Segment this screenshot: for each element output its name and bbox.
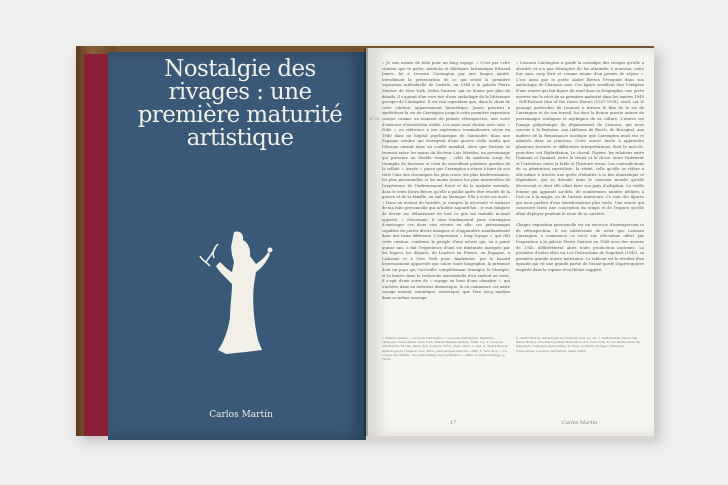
running-head: Carlos Martín [562, 420, 598, 426]
page-number: 17 [450, 420, 457, 426]
column-2-text-after: Chaque exposition personnelle est un exercice d'introspection et de rétrospection. Il est intéressant de noter que Leonora Carrington a commencé ce récit sur elle-même offert par l'exposition à la galerie Pierre Matisse en 1948 avec des œuvres de 1945, délibérément alors toute production ancienne. La première d'entre elles est Les Distractions de Dagobert (1945), sa première grande œuvre mexicaine. Ce tableau est le résultat d'un épisode qui vit une grande partie de l'avant-garde d'après-guerre inspirée dans la reprise d'un thème suggéré. [516, 222, 644, 272]
margin-reference: P. 22 [370, 116, 380, 121]
chapter-author: Carlos Martín [209, 410, 273, 420]
footnotes-2: 6. André Breton, Anthologie de l'humour noir, op. cit. 7. Self-Portrait (Inn of the Dawn Horse), The Metropolitan Museum of Art, New York. 8. Les Distractions de Dagobert, collection particulière. 9. Dans ce même ouvrage. Catalogue d'exposition, Leonora Carrington, Paris, 2023. [516, 336, 640, 353]
figure-illustration-icon [196, 222, 280, 358]
footnotes-1: 1. Edward James, « Leonora Carrington », Leonora Carrington: Paintings, catalogue d'exposition, New York, Pierre Matisse Gallery, 1948, n.p. 2. Leonora Carrington, En bas, Paris, Eric Losfeld, 1973 ; rééd. 2013. 3. Ibid. 4. André Breton, Anthologie de l'humour noir, Paris, Jean-Jacques Pauvert, 1966. 5. Tere Arcq, « Le voyage de l'initiée : les philosophies de l'ésotérisme », dans ce même ouvrage, p. 70-81. [382, 336, 509, 362]
chapter-title: Nostalgie des rivages : une première maturité artistique [137, 56, 343, 151]
column-2-text: « Leonora Carrington a gardé la nostalgie des rivages qu'elle a abordés et n'a pas désespéré de les atteindre à nouveau, cette fois sans coup férir et comme munie d'un permis de séjour ». C'est ainsi que le poète André Breton l'évoquait dans son Anthologie de l'humour noir. Ces lignes semblent être l'exégèse d'une œuvre qui fait figure de seuil dans sa biographie, une porte ouverte sur le récit de sa première maturité dans les années 1940 : Self-Portrait (Inn of the Dawn Horse) (1937-1938), seuil, car le passage particulier de Leonora à travers le film de la vie de Carrington et de son travail, lui dont la fiction gravite autour de personnages iconiques et mythiques de sa culture. L'œuvre est l'image polysémique du dépassement de Leonora, qui nous renvoie à la fantaisie, aux tableaux de Bosch, de Brueghel, aux maîtres de la Renaissance nordique que Carrington avait vus et admirés dans sa jeunesse. Cette œuvre invite à apprendre plusieurs lectures et différentes interprétations, dont le mot-clé, peut-être, est l'hybridation. Le cheval, l'hyène, les relations entre l'humain et l'animal, entre le vivant et la chose, entre l'intérieur et l'extérieur, entre la fable et l'histoire vécue. Les contradictions de sa génération surréaliste, la vérité, celle qu'elle se réfère à elle-même à travers une quête d'identité à la fois domestique et légendaire, qui se déroule dans le nouveau monde qu'elle découvrait et dont elle allait faire son pays d'adoption. La vieille femme qui apparaît au-delà, de nombreuses années dédiées à l'art ou à la magie, ou de l'artiste intérieure. Ce sont des figures qui nous parlent d'une transformation plus vaste. Une œuvre qui concentre toute une conception du temps et de l'espace qu'elle allait déployer pendant le reste de sa carrière. [516, 60, 644, 217]
text-column-2 [516, 60, 644, 330]
gutter [364, 48, 368, 436]
page-edges [366, 436, 654, 440]
column-1-text: « Je suis armée de folie pour un long voyage. » C'est par cette citation que le poète, médecin et dilettante britannique Edward James, lié à Leonora Carrington par une longue amitié, introduisait la présentation de ce qui serait la première exposition individuelle de l'artiste, en 1948 à la galerie Pierre Matisse de New York. Selon l'auteur, qui ne donne pas plus de détails, il s'agirait d'un vers tiré d'une anthologie de la littérature grecque de l'Antiquité. Il est vrai cependant que, dans le choix de cette citation, apparemment hermétique, James parvient à synthétiser la vie de Carrington jusqu'à cette première exposition conçue comme un moment de pensée rétrospective, une sorte d'exercice d'autofiction voilée. Les mots sont choisis avec soin. « Folie », en référence à son expérience traumatisante vécue en 1940 dans un hôpital psychiatrique de Santander, dans une Espagne sombre qui émergeait d'une guerre civile tandis que l'Europe entrait dans un conflit mondial, alors que l'artiste se trouvait entre les mains du docteur Luis Morales, un personnage qui présente un double visage : celui du médecin surgi du triomphe du fascisme et celui du surveillant pénitent, gardien de la cellule. « Armée », parce que Carrington a réussi à faire de son récit l'une des chroniques les plus crues, les plus bouleversantes, les plus personnelles et les moins tenues les plus universelles de l'expérience de l'enfermement forcé et de la maladie mentale, dans le texte Down Below, qu'elle a publié après être évadée de la guerre et de sa famille, en exil au Mexique. Elle y écrit ces mots : « Dans un instant de lucidité, je compris la nécessité et menace de ma folie personnelle qui m'habite aujourd'hui ; je suis fatiguée de devoir me débarrasser de tout ce que ma maladie m'avait apporté. » Désormais, il sera fondamental pour Carrington d'envisager ces deux vies vécues en elle, ces personnages capables de porter divers masques et d'apparaître simultanément dans des lieux différents. L'expression « long voyage », qui clôt cette citation, condense le périple d'une artiste qui, en à peine quinze ans, a fait l'expérience d'une vie itinérante marquée par les fugues, les départs, de Londres en France, en Espagne, à Lisbonne et à New York pour, finalement, par le hasard heureusement apparenté qui colore toute biographie, la présence dont un pays qui l'accueille complètement étranger, le Mexique, et la lancée dans la recherche existentielle d'un endroit où vivre, il s'agit d'une sorte de « voyage au bout d'une chambre », qui s'achève dans un intérieur domestique, là où commence cet autre voyage mental, initiatique, ésotérique, que Tere Arcq analyse dans ce même ouvrage. [382, 60, 510, 300]
text-column-1 [382, 60, 510, 330]
